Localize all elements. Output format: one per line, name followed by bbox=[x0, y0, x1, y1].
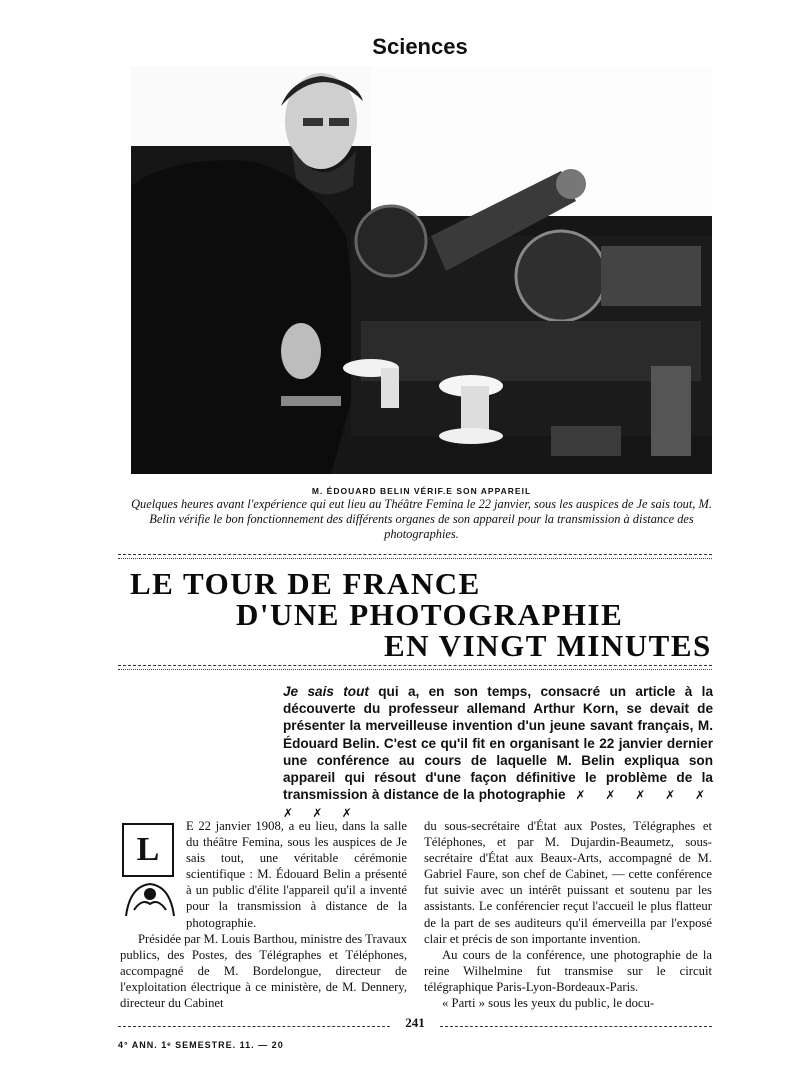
column-2-paragraph-3: « Parti » sous les yeux du public, le docu- bbox=[442, 996, 655, 1011]
footer-rule-left bbox=[118, 1026, 390, 1027]
page-number: 241 bbox=[405, 1015, 425, 1030]
headline-line-3: EN VINGT MINUTES bbox=[384, 628, 712, 663]
column-2-paragraph-1: du sous-secrétaire d'État aux Postes, Télégraphes et Téléphones, et par M. Dujardin-Beaumetz, sous-secrétaire d'État aux Beaux-Arts, accompagné de M. Gabriel Faure, son chef de Cabinet, — cette conférence fut suivie avec un intérêt puissant et soutenu par les assistants. Le conférencier reçut l'accueil le plus flatteur de la part de ses auditeurs qu'il émerveilla par l'exposé clair et précis de son importante invention. bbox=[424, 819, 712, 946]
section-title: Sciences bbox=[372, 34, 468, 59]
intro-text: qui a, en son temps, consacré un article à la découverte du professeur allemand Arthur Korn, se devait de présenter la merveilleuse invention d'un jeune savant français, M. Édouard Belin. C'est ce qu'il fit en organisant le 22 janvier dernier une conférence au cours de laquelle M. Belin expliqua son appareil qui résout d'une façon définitive le problème de la transmission à distance de la photographie bbox=[283, 684, 714, 803]
photo-caption: Quelques heures avant l'expérience qui eut lieu au Théâtre Femina le 22 janvier, sous les auspices de Je sais tout, M. Belin vérifie le bon fonctionnement des différents organes de son appareil pour la transmission à distance des photographies. bbox=[131, 497, 712, 541]
ornaments: ✗ ✗ ✗ ✗ ✗ ✗ ✗ ✗ bbox=[283, 788, 713, 821]
footer-rule-right bbox=[440, 1026, 712, 1027]
headline-line-2: D'UNE PHOTOGRAPHIE bbox=[236, 597, 624, 632]
column-1-paragraph-2: Présidée par M. Louis Barthou, ministre des Travaux publics, des Postes, des Télégraphes et Téléphones, accompagné de M. Bordelongue, directeur de l'exploitation électrique à ce ministère, de M. Dennery, directeur du Cabinet bbox=[120, 931, 407, 1011]
printer-signature: 4° ANN. 1ᵉ SEMESTRE. 11. — 20 bbox=[118, 1040, 284, 1050]
divider-middle-2 bbox=[118, 669, 712, 670]
photo-illustration bbox=[131, 66, 712, 474]
column-1 bbox=[120, 818, 407, 1011]
headline-line-1: LE TOUR DE FRANCE bbox=[130, 566, 481, 601]
divider-top bbox=[118, 554, 712, 555]
intro-lead: Je sais tout bbox=[283, 684, 369, 699]
divider-top-2 bbox=[118, 558, 712, 559]
intro-paragraph bbox=[283, 683, 713, 823]
dropcap-ornament bbox=[120, 818, 180, 918]
photo-belin-apparatus bbox=[131, 66, 712, 474]
dropcap-letter: L bbox=[122, 823, 174, 877]
floral-ornament-icon bbox=[120, 876, 180, 921]
photo-title: M. ÉDOUARD BELIN VÉRIF.E SON APPAREIL bbox=[311, 486, 532, 496]
column-1-paragraph-1: E 22 janvier 1908, a eu lieu, dans la salle du théâtre Femina, sous les auspices de Je sais tout, une véritable cérémonie scientifique : M. Édouard Belin a présenté à un public d'élite l'appareil qu'il a inventé pour la transmission à distance de la photographie. bbox=[186, 819, 407, 930]
column-2 bbox=[424, 818, 712, 1011]
divider-middle bbox=[118, 665, 712, 666]
column-2-paragraph-2: Au cours de la conférence, une photographie de la reine Wilhelmine fut transmise sur le circuit télégraphique Paris-Lyon-Bordeaux-Paris. bbox=[424, 947, 712, 994]
